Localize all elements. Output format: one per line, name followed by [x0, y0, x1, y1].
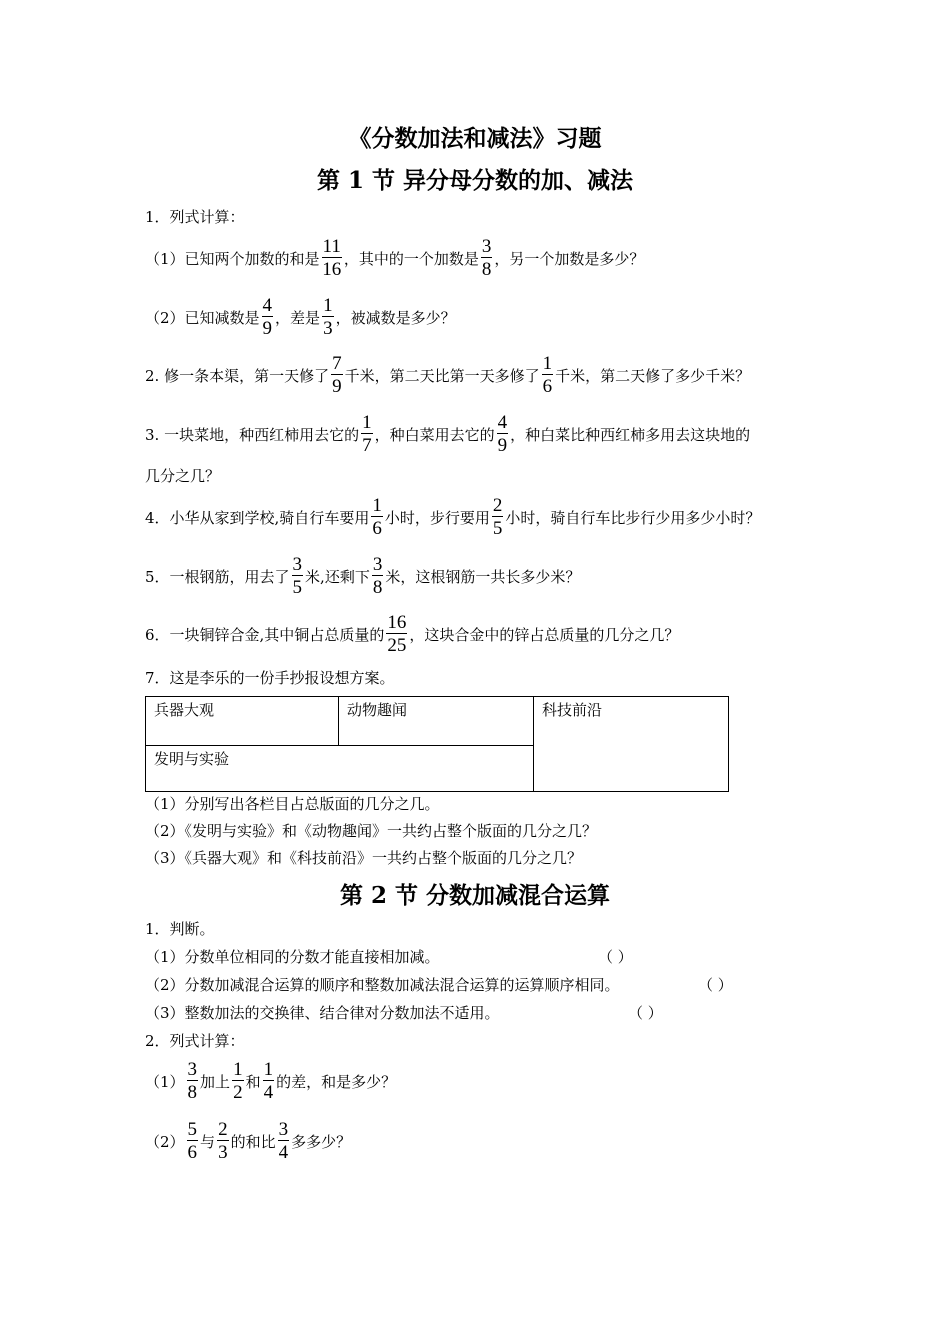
judge-item-1: （1）分数单位相同的分数才能直接相加减。: [145, 948, 440, 966]
fraction: $\frac{3}{8}$: [481, 236, 492, 280]
fraction: $\frac{4}{9}$: [262, 295, 273, 339]
answer-blank-2[interactable]: （ ）: [698, 976, 733, 994]
judge-item-3: （3）整数加法的交换律、结合律对分数加法不适用。: [145, 1004, 500, 1022]
fraction: $\frac{7}{9}$: [332, 353, 342, 397]
section-2-title: 第 2 节 分数加减混合运算: [339, 882, 611, 909]
fraction: $\frac{2}{3}$: [218, 1119, 228, 1163]
newspaper-layout-table: [145, 696, 729, 792]
document-title: 《分数加法和减法》习题: [348, 125, 602, 152]
fraction: $\frac{3}{5}$: [292, 554, 303, 598]
fraction: $\frac{11}{16}$: [322, 236, 342, 280]
question-7-sub-2: （2）《发明与实验》和《动物趣闻》一共约占整个版面的几分之几？: [145, 822, 598, 840]
question-4: 4．小华从家到学校,骑自行车要用 $\frac{1}{6}$ 小时，步行要用 $\frac{2}{5}$ 小时，骑自行车比步行少用多少小时？: [145, 495, 761, 539]
fraction: $\frac{5}{6}$: [187, 1119, 198, 1163]
fraction: $\frac{4}{9}$: [497, 412, 508, 456]
fraction: $\frac{1}{3}$: [323, 295, 333, 339]
question-2: 2. 修一条本渠，第一天修了 $\frac{7}{9}$ 千米，第二天比第一天多修了 $\frac{1}{6}$ 千米，第二天修了多少千米？: [145, 353, 751, 397]
fraction: $\frac{1}{6}$: [542, 353, 553, 397]
cell-weapons: 兵器大观: [154, 701, 215, 719]
fraction: $\frac{3}{8}$: [187, 1059, 198, 1103]
fraction: $\frac{3}{4}$: [278, 1119, 289, 1163]
question-6: 6．一块铜锌合金,其中铜占总质量的 $\frac{16}{25}$ ，这块合金中的锌占总质量的几分之几？: [145, 612, 680, 656]
question-3-continuation: 几分之几？: [145, 467, 221, 485]
judge-heading: 1．判断。: [145, 920, 215, 938]
question-1-part-1: （1）已知两个加数的和是 $\frac{11}{16}$ ，其中的一个加数是 $\frac{3}{8}$ ，另一个加数是多少？: [145, 236, 645, 280]
cell-technology: 科技前沿: [542, 701, 603, 719]
calc-part-2: （2） $\frac{5}{6}$ 与 $\frac{2}{3}$ 的和比 $\frac{3}{4}$ 多多少？: [145, 1119, 352, 1163]
question-3: 3. 一块菜地，种西红柿用去它的 $\frac{1}{7}$ ，种白菜用去它的 $\frac{4}{9}$ ，种白菜比种西红柿多用去这块地的: [145, 412, 751, 456]
question-7-sub-1: （1）分别写出各栏目占总版面的几分之几。: [145, 795, 440, 813]
question-7-heading: 7．这是李乐的一份手抄报设想方案。: [145, 669, 395, 687]
fraction: $\frac{2}{5}$: [492, 495, 503, 539]
calc-part-1: （1） $\frac{3}{8}$ 加上 $\frac{1}{2}$ 和 $\frac{1}{4}$ 的差，和是多少？: [145, 1059, 397, 1103]
fraction: $\frac{3}{8}$: [372, 554, 383, 598]
answer-blank-1[interactable]: （ ）: [598, 948, 633, 966]
question-1-part-2: （2）已知减数是 $\frac{4}{9}$ ，差是 $\frac{1}{3}$ ，被减数是多少？: [145, 295, 456, 339]
fraction: $\frac{1}{4}$: [263, 1059, 274, 1103]
question-7-sub-3: （3）《兵器大观》和《科技前沿》一共约占整个版面的几分之几？: [145, 849, 583, 867]
fraction: $\frac{1}{2}$: [233, 1059, 243, 1103]
calc-heading: 2．列式计算：: [145, 1032, 245, 1050]
cell-animals: 动物趣闻: [347, 701, 408, 719]
answer-blank-3[interactable]: （ ）: [628, 1004, 663, 1022]
question-1-heading: 1．列式计算：: [145, 208, 245, 226]
fraction: $\frac{1}{7}$: [362, 412, 372, 456]
fraction: $\frac{1}{6}$: [372, 495, 382, 539]
fraction: $\frac{16}{25}$: [387, 612, 407, 656]
question-5: 5．一根钢筋，用去了 $\frac{3}{5}$ 米,还剩下 $\frac{3}{8}$ 米，这根钢筋一共长多少米？: [145, 554, 581, 598]
section-1-title: 第 1 节 异分母分数的加、减法: [316, 167, 634, 194]
cell-inventions: 发明与实验: [154, 750, 230, 768]
judge-item-2: （2）分数加减混合运算的顺序和整数加减法混合运算的运算顺序相同。: [145, 976, 620, 994]
